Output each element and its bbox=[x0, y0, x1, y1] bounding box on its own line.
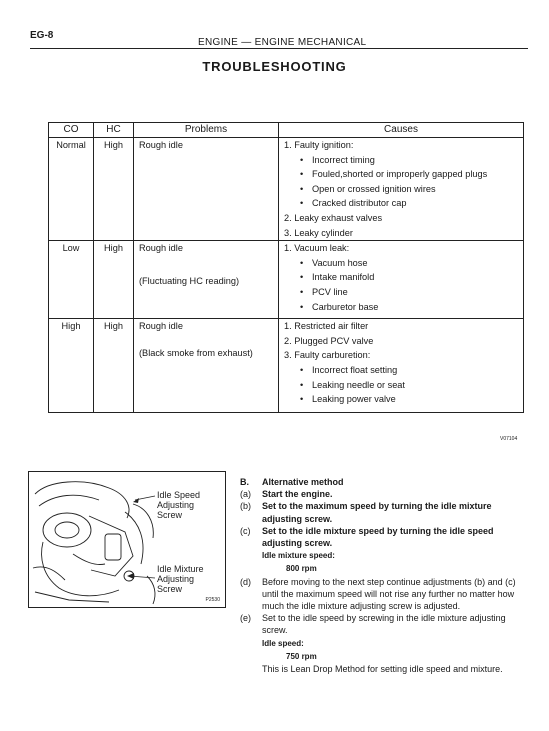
step-text: Before moving to the next step continue adjustments (b) and (c) until the maximum speed will not rise any further no matter how much the idle mixture adjusting screw is adjusted. bbox=[262, 576, 516, 612]
cell-hc: High bbox=[94, 241, 134, 319]
cause-item: 1. Vacuum leak: bbox=[284, 243, 350, 254]
troubleshooting-table bbox=[48, 122, 524, 413]
step-text: Set to the maximum speed by turning the idle mixture adjusting screw. bbox=[262, 501, 492, 524]
step-label: (a) bbox=[240, 489, 251, 500]
cause-item: • Fouled,shorted or improperly gapped plugs bbox=[284, 167, 518, 182]
cell-problem bbox=[134, 241, 279, 319]
cell-problem bbox=[134, 319, 279, 413]
cell-problem bbox=[134, 138, 279, 241]
header-title: ENGINE — ENGINE MECHANICAL bbox=[198, 37, 367, 48]
cause-item: • Leaking power valve bbox=[284, 392, 518, 407]
method-heading-text: Alternative method bbox=[262, 477, 344, 487]
alternative-method bbox=[240, 476, 530, 675]
cell-hc: High bbox=[94, 138, 134, 241]
idle-speed-label-line: Screw bbox=[157, 510, 183, 520]
idle-mixture-label-line: Adjusting bbox=[157, 574, 195, 584]
spec-label: Idle speed: bbox=[262, 638, 304, 648]
cause-item: • Leaking needle or seat bbox=[284, 378, 518, 393]
problem-text: Rough idle bbox=[139, 243, 183, 254]
step-label: (c) bbox=[240, 525, 251, 536]
spec-label: Idle mixture speed: bbox=[262, 551, 335, 561]
step-c bbox=[240, 525, 530, 576]
header-hc: HC bbox=[94, 123, 134, 138]
table-figure-code: V07104 bbox=[500, 436, 518, 442]
table-row bbox=[49, 138, 524, 241]
cell-hc: High bbox=[94, 319, 134, 413]
idle-mixture-screw-label bbox=[157, 564, 204, 594]
step-b bbox=[240, 500, 530, 524]
step-e-text: Set to the idle speed by screwing in the idle mixture adjusting screw. bbox=[262, 613, 506, 636]
cause-list bbox=[284, 241, 518, 314]
step-text bbox=[262, 525, 530, 576]
problem-text: Rough idle bbox=[139, 140, 183, 150]
problem-note: (Black smoke from exhaust) bbox=[139, 347, 253, 358]
cause-item: 2. Leaky exhaust valves bbox=[284, 212, 383, 223]
step-d bbox=[240, 576, 530, 613]
cause-item: • PCV line bbox=[284, 285, 518, 300]
header-rule bbox=[30, 48, 528, 49]
spec-value: 750 rpm bbox=[286, 651, 317, 661]
header-problems: Problems bbox=[134, 123, 279, 138]
method-heading bbox=[240, 476, 530, 488]
page-code: EG-8 bbox=[30, 30, 54, 41]
cause-item: • Vacuum hose bbox=[284, 256, 518, 271]
table-header-row bbox=[49, 123, 524, 138]
step-a bbox=[240, 488, 530, 500]
problem-note: (Fluctuating HC reading) bbox=[139, 275, 240, 286]
cause-item: 1. Faulty ignition: bbox=[284, 140, 354, 150]
cause-item: • Incorrect float setting bbox=[284, 363, 518, 378]
idle-mixture-label-line: Screw bbox=[157, 584, 183, 594]
carburetor-figure bbox=[28, 471, 226, 608]
problem-text: Rough idle bbox=[139, 321, 183, 332]
spec-value: 800 rpm bbox=[286, 564, 317, 574]
cause-list bbox=[284, 138, 518, 240]
cause-item: 3. Faulty carburetion: bbox=[284, 350, 371, 361]
cell-co: High bbox=[49, 319, 94, 413]
step-label: (e) bbox=[240, 613, 251, 624]
cell-causes bbox=[279, 319, 524, 413]
table-row bbox=[49, 241, 524, 319]
cause-item: • Carburetor base bbox=[284, 300, 518, 315]
cause-item: 3. Leaky cylinder bbox=[284, 227, 353, 238]
header-causes: Causes bbox=[279, 123, 524, 138]
step-label: B. bbox=[240, 477, 249, 487]
table-row bbox=[49, 319, 524, 413]
cell-co: Low bbox=[49, 241, 94, 319]
cause-list bbox=[284, 319, 518, 407]
cause-item: • Cracked distributor cap bbox=[284, 196, 518, 211]
cell-causes bbox=[279, 138, 524, 241]
cause-item: • Open or crossed ignition wires bbox=[284, 182, 518, 197]
step-text bbox=[262, 612, 530, 663]
cause-item: 1. Restricted air filter bbox=[284, 321, 369, 332]
header-co: CO bbox=[49, 123, 94, 138]
idle-speed-label-line: Adjusting bbox=[157, 500, 195, 510]
step-label: (b) bbox=[240, 501, 251, 512]
cause-item: • Incorrect timing bbox=[284, 153, 518, 168]
step-c-text: Set to the idle mixture speed by turning the idle speed adjusting screw. bbox=[262, 525, 494, 549]
idle-speed-screw-label bbox=[157, 490, 200, 520]
step-label: (d) bbox=[240, 576, 251, 587]
idle-speed-label-line: Idle Speed bbox=[157, 490, 201, 500]
step-e bbox=[240, 612, 530, 663]
cause-item: 2. Plugged PCV valve bbox=[284, 335, 374, 346]
cause-item: • Intake manifold bbox=[284, 270, 518, 285]
closing-note: This is Lean Drop Method for setting idle speed and mixture. bbox=[262, 664, 503, 675]
section-title: TROUBLESHOOTING bbox=[202, 59, 347, 74]
figure-id: P2530 bbox=[205, 597, 220, 603]
idle-mixture-label-line: Idle Mixture bbox=[157, 564, 204, 574]
step-text: Start the engine. bbox=[262, 489, 333, 500]
cell-causes bbox=[279, 241, 524, 319]
cell-co: Normal bbox=[49, 138, 94, 241]
